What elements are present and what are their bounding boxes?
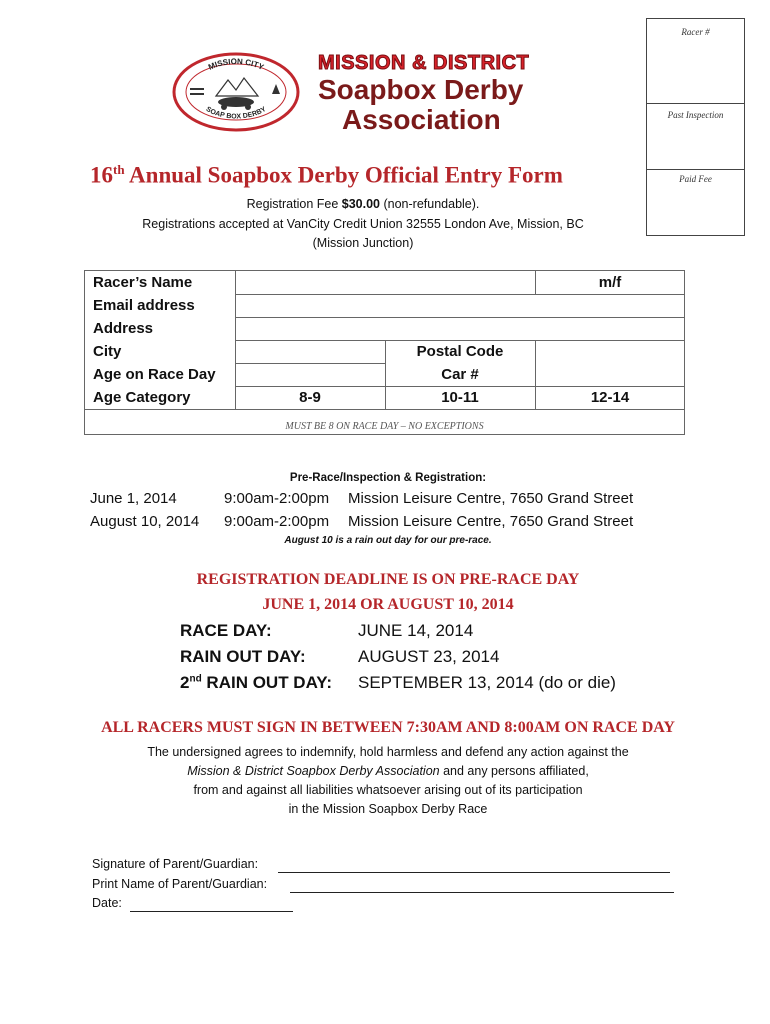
schedule-date: August 10, 2014 [90,513,200,530]
signature-label: Signature of Parent/Guardian: [92,857,259,871]
email-label: Email address [93,297,195,314]
indemnity-line-2: Mission & District Soapbox Derby Association and any persons affiliated, [187,764,589,778]
schedule-time: 9:00am-2:00pm [224,490,330,507]
second-rain-out-label: 2nd RAIN OUT DAY: [180,673,333,692]
registration-location-2: (Mission Junction) [312,236,414,250]
race-day-label: RACE DAY: [180,621,272,640]
racer-number-label: Racer # [681,27,710,37]
logo-bottom-text: SOAP BOX DERBY [204,105,268,121]
registration-fee: Registration Fee $30.00 (non-refundable). [246,197,480,211]
postal-code-label: Postal Code [416,343,504,360]
print-name-field[interactable] [290,892,674,893]
indemnity-line-1: The undersigned agrees to indemnify, hold harmless and defend any action against the [147,745,629,759]
office-use-box [646,18,745,236]
sign-in-notice: ALL RACERS MUST SIGN IN BETWEEN 7:30AM AND 8:00AM ON RACE DAY [101,719,675,736]
date-field[interactable] [130,911,293,912]
office-divider [647,103,744,104]
deadline-dates: JUNE 1, 2014 OR AUGUST 10, 2014 [262,596,514,613]
logo-top-text: MISSION CITY [206,56,266,72]
indemnity-line-3: from and against all liabilities whatsoever arising out of its participation [193,783,583,797]
office-divider [647,169,744,170]
date-label: Date: [92,896,122,910]
mf-label: m/f [598,274,622,291]
postal-code-field[interactable] [537,341,683,385]
registration-location: Registrations accepted at VanCity Credit Union 32555 London Ave, Mission, BC [142,217,584,231]
logo-line-1: MISSION & DISTRICT [318,52,530,74]
schedule-time: 9:00am-2:00pm [224,513,330,530]
logo-line-3: Association [342,104,501,135]
rain-out-day-label: RAIN OUT DAY: [180,647,306,666]
print-name-label: Print Name of Parent/Guardian: [92,877,268,891]
prerace-heading: Pre-Race/Inspection & Registration: [289,472,487,484]
address-field[interactable] [237,318,683,339]
email-field[interactable] [237,295,683,316]
rain-out-note: August 10 is a rain out day for our pre-race. [284,535,492,546]
category-12-14[interactable]: 12-14 [590,389,630,406]
form-title: 16th Annual Soapbox Derby Official Entry Form [90,162,563,188]
entry-table [84,270,685,435]
paid-fee-label: Paid Fee [679,174,712,184]
racer-name-label: Racer’s Name [93,274,193,291]
category-10-11[interactable]: 10-11 [441,389,479,406]
race-day-value: JUNE 14, 2014 [358,621,474,640]
second-rain-out-value: SEPTEMBER 13, 2014 (do or die) [358,673,616,692]
indemnity-line-4: in the Mission Soapbox Derby Race [288,802,488,816]
logo-line-2: Soapbox Derby [318,74,524,105]
rain-out-day-value: AUGUST 23, 2014 [358,647,500,666]
car-number-label: Car # [441,366,479,383]
association-logo [318,52,548,134]
category-8-9[interactable]: 8-9 [299,389,321,406]
schedule-place: Mission Leisure Centre, 7650 Grand Street [348,513,634,530]
signature-field[interactable] [278,872,670,873]
age-field[interactable] [237,364,383,385]
schedule-place: Mission Leisure Centre, 7650 Grand Street [348,490,634,507]
racer-name-field[interactable] [237,272,533,293]
past-inspection-label: Past Inspection [667,110,724,120]
city-label: City [93,343,122,360]
city-field[interactable] [237,341,383,362]
address-label: Address [93,320,154,337]
age-label: Age on Race Day [93,366,216,383]
schedule-date: June 1, 2014 [90,490,177,507]
deadline-heading: REGISTRATION DEADLINE IS ON PRE-RACE DAY [196,571,580,588]
mission-city-logo [172,52,300,132]
age-category-label: Age Category [93,389,191,406]
age-requirement-note: MUST BE 8 ON RACE DAY – NO EXCEPTIONS [285,421,484,432]
